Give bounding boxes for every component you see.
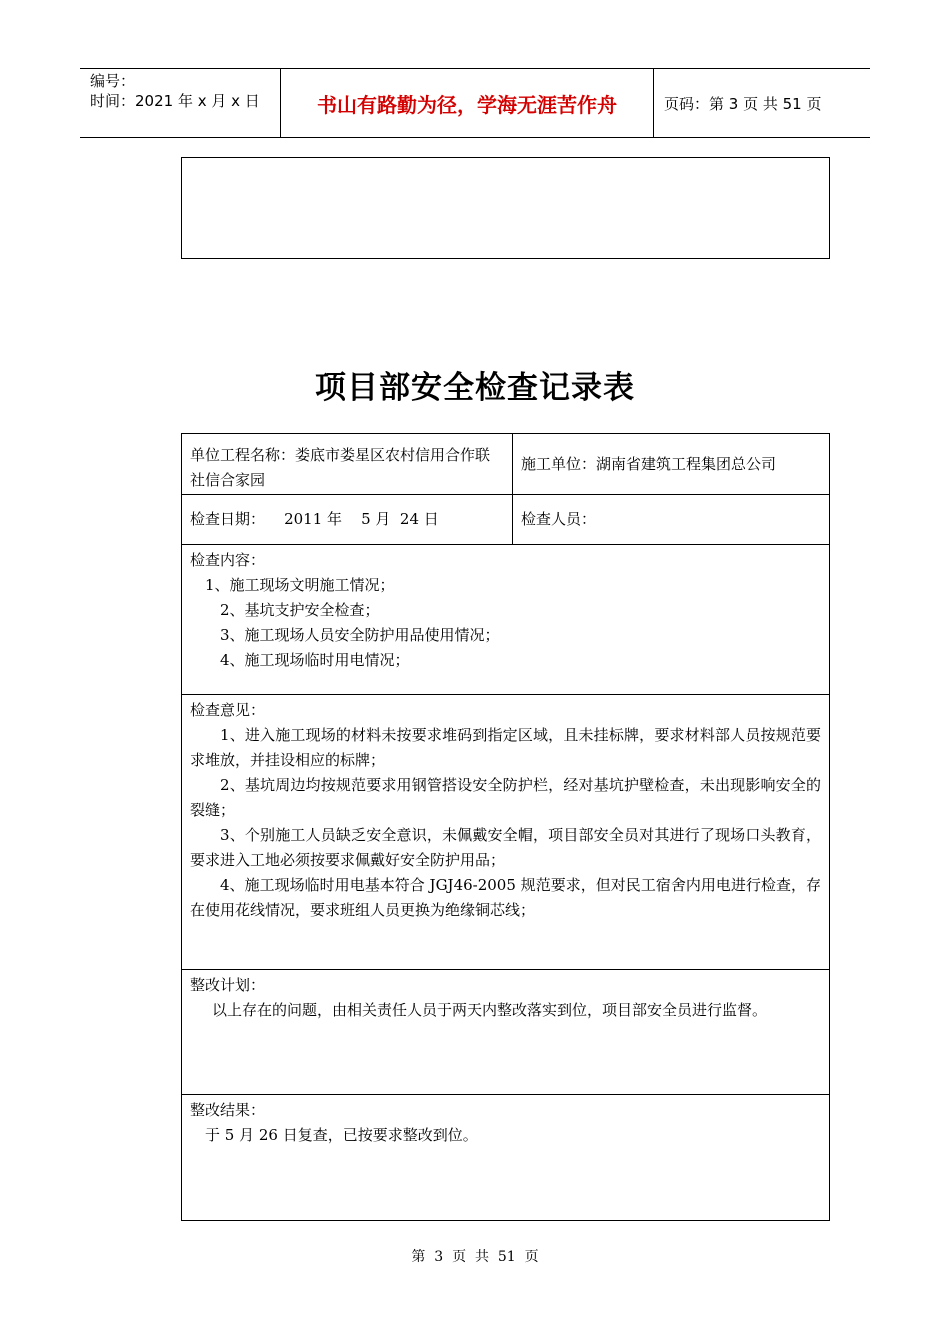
header-page-label: 页码：第 3 页 共 51 页 <box>664 94 822 113</box>
inspector-cell: 检查人员： <box>521 510 597 528</box>
content-item: 1、施工现场文明施工情况； <box>205 576 395 594</box>
project-name-cell: 单位工程名称：娄底市娄星区农村信用合作联社信合家园 <box>182 434 513 494</box>
content-item: 2、基坑支护安全检查； <box>220 601 380 619</box>
empty-box <box>181 157 830 259</box>
result-label: 整改结果： <box>190 1101 266 1119</box>
form-row-content <box>182 545 829 695</box>
number-label: 编号： <box>90 72 136 90</box>
inspection-form <box>181 433 830 1221</box>
form-row-result <box>182 1095 829 1220</box>
page-title: 项目部安全检查记录表 <box>315 370 635 406</box>
contractor-cell: 施工单位：湖南省建筑工程集团总公司 <box>521 454 777 473</box>
opinion-item: 1、进入施工现场的材料未按要求堆码到指定区域，且未挂标牌，要求材料部人员按规范要求堆放，并挂设相应的标牌； <box>190 726 821 769</box>
page-header <box>80 68 870 138</box>
opinion-item: 4、施工现场临时用电基本符合 JGJ46-2005 规范要求，但对民工宿舍内用电进行检查，存在使用花线情况，要求班组人员更换为绝缘铜芯线； <box>190 876 821 919</box>
content-label: 检查内容： <box>190 551 266 569</box>
time-label: 时间：2021 年 x 月 x 日 <box>90 92 260 110</box>
inspection-date: 检查日期： 2011 年 5 月 24 日 <box>190 510 439 528</box>
form-row-plan <box>182 970 829 1095</box>
form-row-opinion <box>182 695 829 970</box>
page-footer: 第 3 页 共 51 页 <box>411 1249 539 1265</box>
header-meta <box>80 69 281 137</box>
opinion-item: 3、个别施工人员缺乏安全意识，未佩戴安全帽，项目部安全员对其进行了现场口头教育，要求进入工地必须按要求佩戴好安全防护用品； <box>190 826 821 869</box>
opinion-item: 2、基坑周边均按规范要求用钢管搭设安全防护栏，经对基坑护壁检查，未出现影响安全的裂缝； <box>190 776 821 819</box>
result-text: 于 5 月 26 日复查，已按要求整改到位。 <box>205 1126 478 1144</box>
form-row-date <box>182 495 829 545</box>
header-motto: 书山有路勤为径，学海无涯苦作舟 <box>281 69 654 137</box>
inspection-date-cell <box>182 495 513 544</box>
opinion-label: 检查意见： <box>190 701 266 719</box>
content-item: 3、施工现场人员安全防护用品使用情况； <box>220 626 500 644</box>
content-item: 4、施工现场临时用电情况； <box>220 651 410 669</box>
plan-text: 以上存在的问题，由相关责任人员于两天内整改落实到位，项目部安全员进行监督。 <box>212 1001 768 1019</box>
form-row-project <box>182 434 829 495</box>
plan-label: 整改计划： <box>190 976 266 994</box>
